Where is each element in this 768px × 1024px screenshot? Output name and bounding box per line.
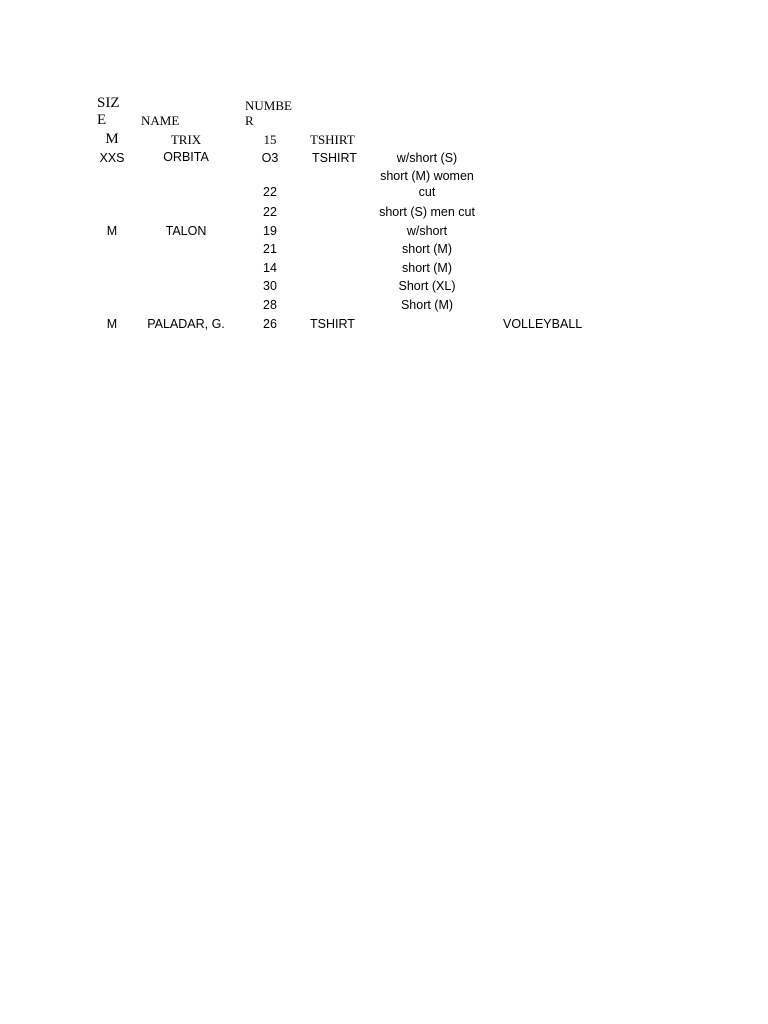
cell-extra: VOLLEYBALL: [503, 317, 583, 331]
header-number-line2: R: [245, 113, 254, 128]
cell-number: 30: [263, 279, 277, 293]
header-name: NAME: [141, 113, 180, 128]
header-size-line2: E: [97, 112, 107, 128]
header-number-line1: NUMBE: [245, 98, 292, 113]
cell-number: O3: [261, 151, 279, 165]
cell-name: TALON: [165, 224, 207, 238]
cell-number: 28: [263, 298, 277, 312]
cell-detail: Short (M): [400, 298, 454, 312]
cell-name: TRIX: [170, 132, 202, 147]
header-number: [245, 99, 292, 127]
cell-detail: w/short: [406, 224, 448, 238]
cell-detail-line2: cut: [418, 184, 436, 199]
cell-detail: short (M): [402, 261, 452, 275]
cell-detail-line1: short (M) women: [380, 169, 474, 183]
cell-size: M: [105, 131, 119, 147]
cell-number: 26: [263, 317, 277, 331]
header-size: [97, 96, 120, 128]
cell-name: PALADAR, G.: [147, 317, 225, 331]
cell-name: ORBITA: [163, 150, 209, 164]
cell-number: 14: [263, 261, 277, 275]
cell-detail: short (S) men cut: [379, 205, 475, 219]
cell-type: TSHIRT: [312, 151, 357, 165]
cell-size: XXS: [99, 151, 125, 165]
header-size-line1: SIZ: [97, 95, 120, 111]
cell-type: TSHIRT: [310, 132, 355, 147]
cell-size: M: [106, 224, 118, 238]
cell-detail: [367, 170, 487, 198]
cell-detail: short (M): [402, 242, 452, 256]
cell-detail: w/short (S): [396, 151, 458, 165]
cell-number: 22: [263, 185, 277, 199]
cell-number: 21: [263, 242, 277, 256]
cell-number: 19: [263, 224, 277, 238]
cell-number: 15: [263, 132, 277, 147]
cell-type: TSHIRT: [310, 317, 355, 331]
cell-number: 22: [263, 205, 277, 219]
cell-size: M: [106, 317, 118, 331]
cell-detail: Short (XL): [398, 279, 456, 293]
